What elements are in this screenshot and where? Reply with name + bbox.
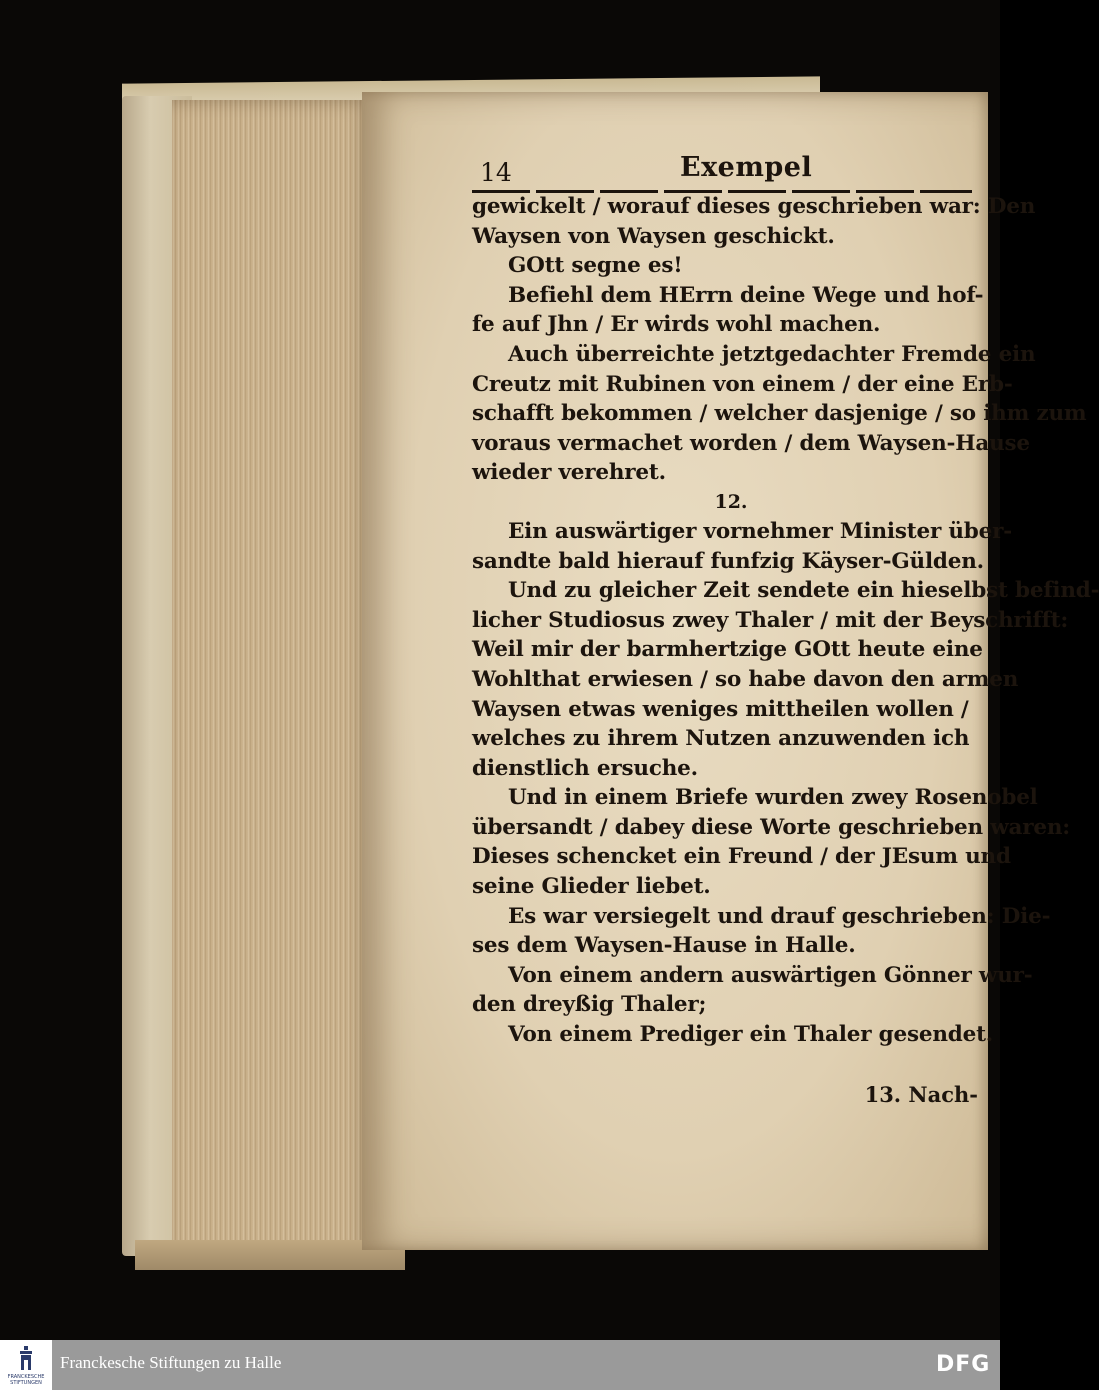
text-line: Von einem Prediger ein Thaler gesendet. <box>508 1022 994 1048</box>
text-line: Weil mir der barmhertzige GOtt heute eine <box>472 637 983 663</box>
logo-caption: FRANCKESCHE STIFTUNGEN <box>7 1374 45 1386</box>
text-line: den dreyßig Thaler; <box>472 992 707 1018</box>
dfg-logo[interactable]: DFG <box>936 1352 991 1377</box>
text-line: seine Glieder liebet. <box>472 874 711 900</box>
page-text <box>472 150 1099 1110</box>
institution-name[interactable]: Franckesche Stiftungen zu Halle <box>60 1353 282 1372</box>
text-line: fe auf Jhn / Er wirds wohl machen. <box>472 312 881 338</box>
text-line: übersandt / dabey diese Worte geschrieben waren: <box>472 814 1071 840</box>
text-line: voraus vermachet worden / dem Waysen-Hause <box>472 430 1030 456</box>
text-line: welches zu ihrem Nutzen anzuwenden ich <box>472 726 970 752</box>
viewer-footer <box>0 1340 1000 1390</box>
text-line: Wohlthat erwiesen / so habe davon den armen <box>472 666 1019 692</box>
page-header <box>472 150 978 192</box>
paragraph-block-1 <box>472 192 1087 488</box>
text-line: Und in einem Briefe wurden zwey Rosenobel <box>508 785 1038 811</box>
text-line: Ein auswärtiger vornehmer Minister über- <box>508 518 1012 544</box>
institution-logo[interactable] <box>0 1340 52 1390</box>
catchword: 13. Nach- <box>864 1081 978 1107</box>
text-line: Waysen etwas weniges mittheilen wollen / <box>472 696 969 722</box>
text-line: Creutz mit Rubinen von einem / der eine Erb- <box>472 371 1013 397</box>
page-number: 14 <box>480 158 512 187</box>
text-line: Befiehl dem HErrn deine Wege und hof- <box>508 282 984 308</box>
text-line: Auch überreichte jetztgedachter Fremde ein <box>508 341 1036 367</box>
text-line: Es war versiegelt und drauf geschrieben: Die- <box>508 903 1051 929</box>
text-line: ses dem Waysen-Hause in Halle. <box>472 933 856 959</box>
text-line: dienstlich ersuche. <box>472 755 698 781</box>
text-line: licher Studiosus zwey Thaler / mit der Beyschrifft: <box>472 607 1069 633</box>
paragraph-block-2 <box>472 517 1099 1050</box>
text-line: Und zu gleicher Zeit sendete ein hieselbst befind- <box>508 578 1099 604</box>
text-line: gewickelt / worauf dieses geschrieben war: Den <box>472 194 1036 219</box>
section-number: 12. <box>714 490 748 513</box>
text-line: schafft bekommen / welcher dasjenige / so ihm zum <box>472 401 1087 427</box>
text-line: wieder verehret. <box>472 460 666 486</box>
text-line: GOtt segne es! <box>508 253 683 279</box>
header-rule <box>472 190 972 193</box>
running-head: Exempel <box>680 152 813 183</box>
institution-emblem-icon <box>18 1346 34 1372</box>
text-line: Von einem andern auswärtigen Gönner wur- <box>508 962 1033 988</box>
text-line: sandte bald hierauf funfzig Käyser-Gülden. <box>472 548 984 574</box>
text-line: Dieses schencket ein Freund / der JEsum und <box>472 844 1011 870</box>
text-line: Waysen von Waysen geschickt. <box>472 223 835 249</box>
page-block-edges <box>172 100 372 1260</box>
